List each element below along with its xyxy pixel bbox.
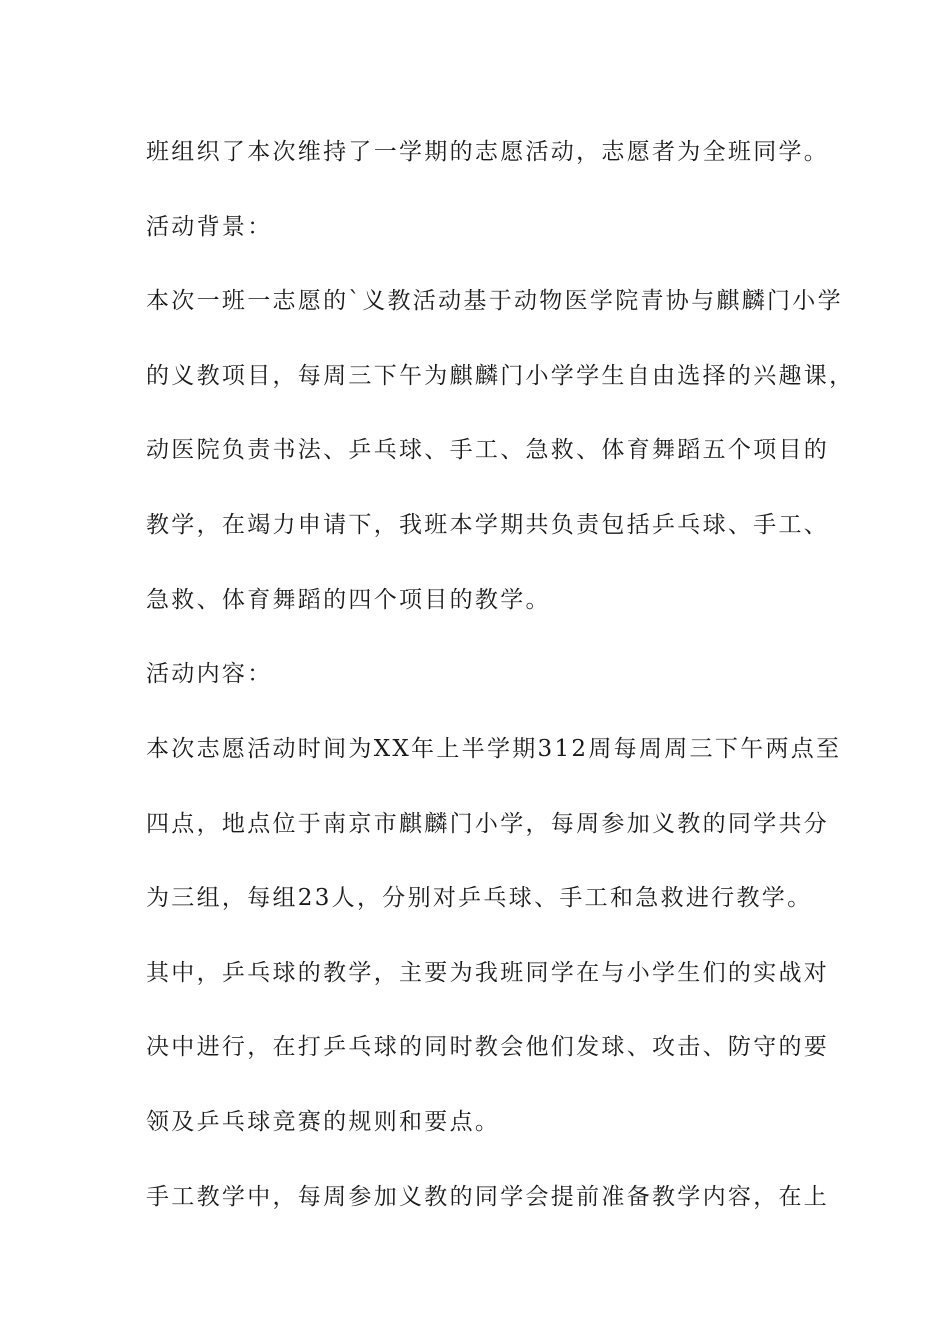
paragraph-line: 动医院负责书法、乒乓球、手工、急救、体育舞蹈五个项目的 [146, 437, 830, 463]
paragraph-line: 班组织了本次维持了一学期的志愿活动，志愿者为全班同学。 [146, 139, 830, 165]
paragraph-line: 教学，在竭力申请下，我班本学期共负责包括乒乓球、手工、 [146, 512, 830, 538]
paragraph-line: 为三组，每组23人，分别对乒乓球、手工和急救进行教学。 [146, 885, 813, 911]
paragraph-line: 四点，地点位于南京市麒麟门小学，每周参加义教的同学共分 [146, 811, 830, 837]
paragraph-line: 手工教学中，每周参加义教的同学会提前准备教学内容，在上 [146, 1184, 830, 1210]
paragraph-line: 决中进行，在打乒乓球的同时教会他们发球、攻击、防守的要 [146, 1034, 830, 1060]
paragraph-line: 本次一班一志愿的`义教活动基于动物医学院青协与麒麟门小学 [146, 288, 843, 314]
section-heading-background: 活动背景： [146, 214, 273, 240]
paragraph-line: 领及乒乓球竞赛的规则和要点。 [146, 1109, 501, 1135]
section-heading-content: 活动内容： [146, 661, 273, 687]
paragraph-line: 的义教项目，每周三下午为麒麟门小学学生自由选择的兴趣课， [146, 363, 855, 389]
paragraph-line: 其中，乒乓球的教学，主要为我班同学在与小学生们的实战对 [146, 960, 830, 986]
paragraph-line: 本次志愿活动时间为XX年上半学期312周每周周三下午两点至 [146, 736, 842, 762]
paragraph-line: 急救、体育舞蹈的四个项目的教学。 [146, 587, 551, 613]
